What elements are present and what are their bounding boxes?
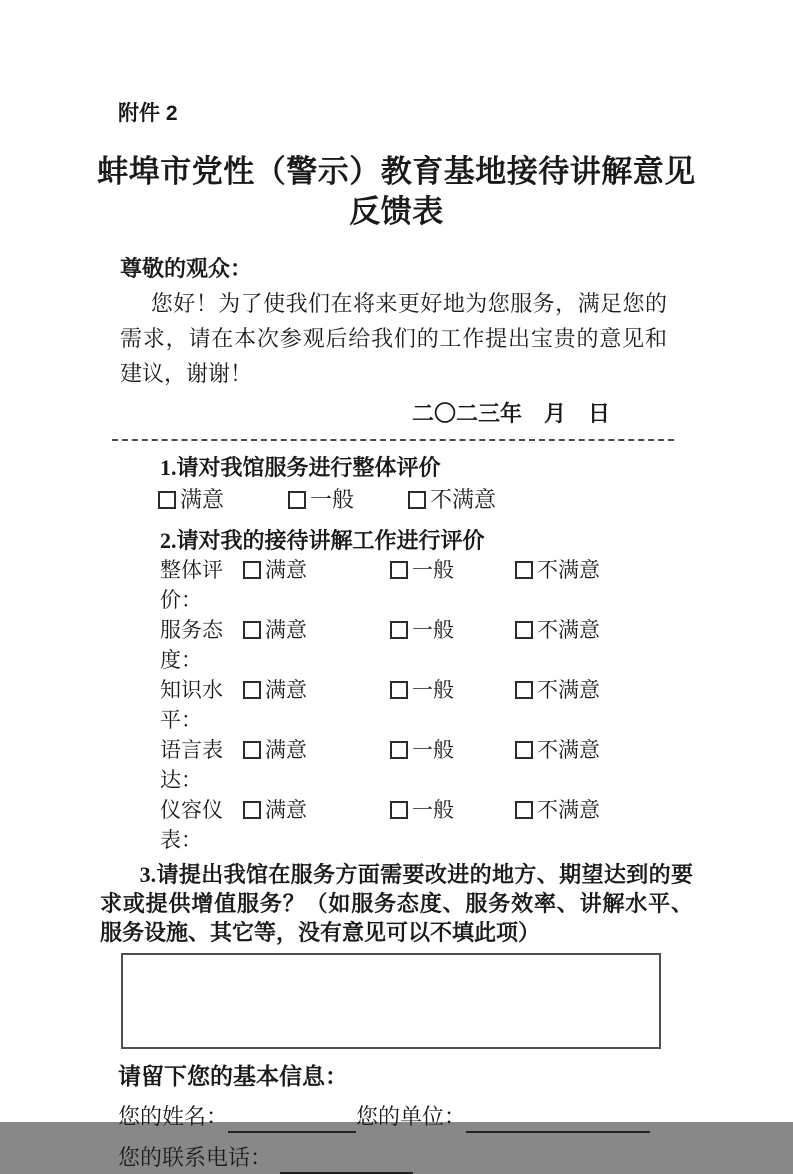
appearance-satisfied-checkbox[interactable] (243, 801, 261, 819)
language-average-label: 一般 (412, 738, 454, 762)
comments-input-box[interactable] (121, 953, 661, 1049)
basic-info-heading: 请留下您的基本信息： (118, 1064, 348, 1089)
attitude-satisfied-checkbox[interactable] (243, 621, 261, 639)
dashed-divider (112, 439, 674, 441)
q1-unsatisfied-checkbox[interactable] (408, 491, 426, 509)
language-unsatisfied-label: 不满意 (537, 738, 600, 762)
rating-label-language: 语言表达： (160, 738, 223, 792)
appearance-unsatisfied-checkbox[interactable] (515, 801, 533, 819)
phone-input-line[interactable] (280, 1148, 413, 1174)
overall-average-label: 一般 (412, 558, 454, 582)
language-unsatisfied-checkbox[interactable] (515, 741, 533, 759)
unit-label: 您的单位： (356, 1104, 467, 1129)
rating-row-appearance (160, 795, 793, 855)
language-satisfied-label: 满意 (265, 738, 307, 762)
rating-row-overall (160, 555, 793, 615)
question-3-text: 3.请提出我馆在服务方面需要改进的地方、期望达到的要求或提供增值服务？（如服务态度、服务效率、讲解水平、服务设施、其它等，没有意见可以不填此项） (100, 862, 693, 945)
language-average-checkbox[interactable] (390, 741, 408, 759)
question-1-heading: 1.请对我馆服务进行整体评价 (160, 455, 441, 480)
attitude-average-label: 一般 (412, 618, 454, 642)
rating-label-overall: 整体评价： (160, 558, 223, 612)
rating-row-knowledge (160, 675, 793, 735)
question-1-options (158, 485, 793, 514)
question-2-heading: 2.请对我的接待讲解工作进行评价 (160, 528, 485, 553)
language-satisfied-checkbox[interactable] (243, 741, 261, 759)
attitude-average-checkbox[interactable] (390, 621, 408, 639)
rating-label-appearance: 仪容仪表： (160, 798, 223, 852)
intro-paragraph: 您好！为了使我们在将来更好地为您服务，满足您的需求，请在本次参观后给我们的工作提出宝贵的意见和建议，谢谢！ (120, 291, 667, 386)
knowledge-average-checkbox[interactable] (390, 681, 408, 699)
unit-input-line[interactable] (466, 1107, 650, 1133)
q1-option-average (288, 485, 408, 514)
attitude-unsatisfied-checkbox[interactable] (515, 621, 533, 639)
name-unit-row (118, 1101, 793, 1133)
overall-satisfied-label: 满意 (265, 558, 307, 582)
name-input-line[interactable] (228, 1107, 356, 1133)
overall-unsatisfied-checkbox[interactable] (515, 561, 533, 579)
rating-label-knowledge: 知识水平： (160, 678, 223, 732)
salutation: 尊敬的观众： (120, 256, 253, 281)
attitude-unsatisfied-label: 不满意 (537, 618, 600, 642)
name-label: 您的姓名： (118, 1104, 229, 1129)
q1-average-label: 一般 (310, 487, 355, 512)
page-title (0, 152, 793, 232)
date-line: 二〇二三年 月 日 (411, 401, 610, 426)
appearance-unsatisfied-label: 不满意 (537, 798, 600, 822)
phone-row (118, 1142, 793, 1174)
page-title-line-1: 蚌埠市党性（警示）教育基地接待讲解意见 (97, 154, 696, 189)
knowledge-average-label: 一般 (412, 678, 454, 702)
q1-unsatisfied-label: 不满意 (430, 487, 497, 512)
phone-label: 您的联系电话： (118, 1145, 273, 1170)
attachment-label: 附件 2 (118, 102, 178, 125)
knowledge-satisfied-checkbox[interactable] (243, 681, 261, 699)
q1-option-unsatisfied (408, 485, 496, 514)
knowledge-unsatisfied-label: 不满意 (537, 678, 600, 702)
page-title-line-2: 反馈表 (349, 194, 444, 229)
overall-unsatisfied-label: 不满意 (537, 558, 600, 582)
rating-row-language (160, 735, 793, 795)
overall-average-checkbox[interactable] (390, 561, 408, 579)
knowledge-unsatisfied-checkbox[interactable] (515, 681, 533, 699)
rating-row-attitude (160, 615, 793, 675)
q1-satisfied-checkbox[interactable] (158, 491, 176, 509)
rating-label-attitude: 服务态度： (160, 618, 223, 672)
attitude-satisfied-label: 满意 (265, 618, 307, 642)
q1-satisfied-label: 满意 (180, 487, 225, 512)
appearance-satisfied-label: 满意 (265, 798, 307, 822)
appearance-average-label: 一般 (412, 798, 454, 822)
knowledge-satisfied-label: 满意 (265, 678, 307, 702)
overall-satisfied-checkbox[interactable] (243, 561, 261, 579)
q1-average-checkbox[interactable] (288, 491, 306, 509)
appearance-average-checkbox[interactable] (390, 801, 408, 819)
q1-option-satisfied (158, 485, 288, 514)
